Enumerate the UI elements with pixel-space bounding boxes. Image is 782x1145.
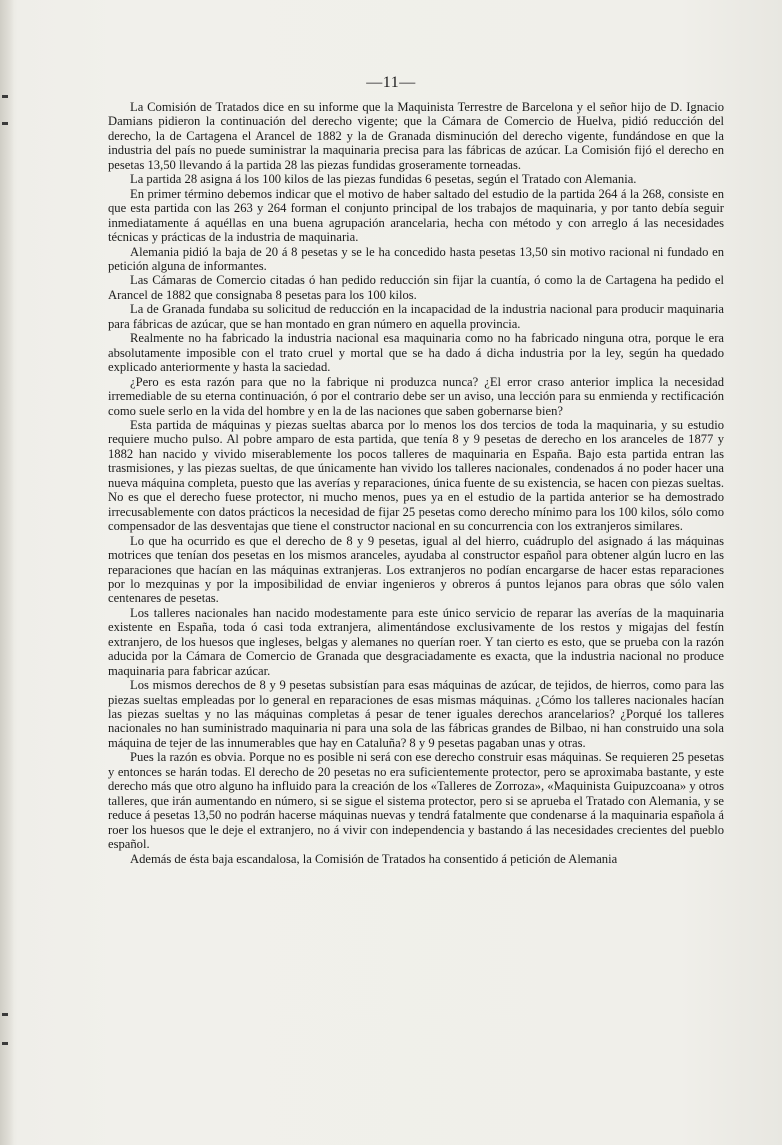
page-number: —11— xyxy=(366,74,416,91)
paragraph: Pues la razón es obvia. Porque no es posible ni será con ese derecho construir esas máquinas. Se requieren 25 pesetas y entonces se harán todas. El derecho de 20 pesetas no era suficientemente protector, pero se aproximaba bastante, y este derecho más que otro alguno ha influido para la creación de los «Talleres de Zorroza», «Maquinista Guipuzcoana» y otros talleres, que irán aumentando en número, si se sigue el sistema protector, pero si se aprueba el Tratado con Alemania, y se reduce á pesetas 13,50 no podrán hacerse máquinas nuevas y tendrá fatalmente que condenarse á la maquinaria española á roer los huesos que le deje el extranjero, no á vivir con independencia y bastando á las necesidades crecientes del pueblo español. xyxy=(108,750,724,852)
binding-mark xyxy=(2,95,8,98)
body-text xyxy=(108,100,724,866)
paragraph: En primer término debemos indicar que el motivo de haber saltado del estudio de la partida 264 á la 268, consiste en que esta partida con las 263 y 264 forman el conjunto principal de los trabajos de maquinaria, y por tanto debía seguir inmediatamente á aquéllas en una buena agrupación arancelaria, hecha con método y con arreglo á las necesidades técnicas y prácticas de la industria de maquinaria. xyxy=(108,186,724,245)
paragraph: ¿Pero es esta razón para que no la fabrique ni produzca nunca? ¿El error craso anterior implica la necesidad irremediable de su eterna continuación, ó por el contrario debe ser un aviso, una lección para su enmienda y rectificación como suele serlo en la vida del hombre y en la de las naciones que saben gobernarse bien? xyxy=(108,374,724,418)
paragraph: La Comisión de Tratados dice en su informe que la Maquinista Terrestre de Barcelona y el señor hijo de D. Ignacio Damians pidieron la continuación del derecho vigente; que la Cámara de Comercio de Huelva, pidió reducción del derecho, la de Cartagena el Arancel de 1882 y la de Granada disminución del derecho vigente, fundándose en que la industria del país no puede suministrar la maquinaria precisa para las fábricas de azúcar. La Comisión fijó el derecho en pesetas 13,50 llevando á la partida 28 las piezas fundidas groseramente torneadas. xyxy=(108,100,724,172)
paragraph: Los mismos derechos de 8 y 9 pesetas subsistían para esas máquinas de azúcar, de tejidos, de hierros, como para las piezas sueltas empleadas por lo general en reparaciones de esas mismas máquinas. ¿Cómo los talleres nacionales hacían las piezas sueltas y no las máquinas completas á pesar de tener iguales derechos arancelarios? ¿Porqué los talleres nacionales no han suministrado maquinaria ni para una sola de las fábricas grandes de Bilbao, ni han construido una sola máquina de tejer de las innumerables que hay en Cataluña? 8 y 9 pesetas pagaban unas y otras. xyxy=(108,678,724,750)
binding-mark xyxy=(2,1042,8,1045)
binding-mark xyxy=(2,122,8,125)
paragraph: Realmente no ha fabricado la industria nacional esa maquinaria como no ha fabricado ninguna otra, porque le era absolutamente imposible con el trato cruel y mortal que se ha dado á dicha industria por la ley, según ha quedado explicado anteriormente y hasta la saciedad. xyxy=(108,331,724,375)
paragraph: Además de ésta baja escandalosa, la Comisión de Tratados ha consentido á petición de Alemania xyxy=(130,851,618,866)
paragraph: Las Cámaras de Comercio citadas ó han pedido reducción sin fijar la cuantía, ó como la de Cartagena ha pedido el Arancel de 1882 que consignaba 8 pesetas para los 100 kilos. xyxy=(108,273,724,302)
paragraph: La de Granada fundaba su solicitud de reducción en la incapacidad de la industria nacional para producir maquinaria para fábricas de azúcar, que se han montado en gran número en aquella provincia. xyxy=(108,302,724,331)
binding-edge xyxy=(0,0,14,1145)
binding-mark xyxy=(2,1013,8,1016)
paragraph: Alemania pidió la baja de 20 á 8 pesetas y se le ha concedido hasta pesetas 13,50 sin motivo racional ni fundado en petición alguna de informantes. xyxy=(108,244,724,273)
paragraph: Lo que ha ocurrido es que el derecho de 8 y 9 pesetas, igual al del hierro, cuádruplo del asignado á las máquinas motrices que tenían dos pesetas en los mismos aranceles, ayudaba al constructor español para obtener algún lucro en las reparaciones que hacían en las máquinas extranjeras. Los extranjeros no podían encargarse de hacer estas reparaciones por lo mezquinas y por la imposibilidad de enviar ingenieros y obreros á puntos lejanos para obras que sólo valen centenares de pesetas. xyxy=(108,533,724,606)
paragraph: Los talleres nacionales han nacido modestamente para este único servicio de reparar las averías de la maquinaria existente en España, toda ó casi toda extranjera, alimentándose exclusivamente de los restos y migajas del festín extranjero, de los huesos que ingleses, belgas y alemanes no querían roer. Y tan cierto es esto, que se prueba con la razón aducida por la Cámara de Comercio de Granada que desgraciadamente es exacta, que la industria nacional no produce maquinaria para fabricar azúcar. xyxy=(108,605,724,678)
paragraph: Esta partida de máquinas y piezas sueltas abarca por lo menos los dos tercios de toda la maquinaria, y su estudio requiere mucho pulso. Al pobre amparo de esta partida, que tenía 8 y 9 pesetas de derecho en los aranceles de 1877 y 1882 han nacido y vivido miserablemente los pocos talleres de maquinaria en España. Bajo esta partida entran las trasmisiones, y las piezas sueltas, de que únicamente han vivido los talleres nacionales, condenados á no poder hacer una nueva máquina completa, puesto que las averías y reparaciones, única fuente de su existencia, se hacen con piezas sueltas. No es que el derecho fuese protector, ni mucho menos, pues ya en el estudio de la partida anterior se ha demostrado irrecusablemente con datos prácticos la necesidad de fijar 25 pesetas como derecho mínimo para los 100 kilos, sólo como compensador de las desventajas que tiene el constructor nacional en su concurrencia con los extranjeros similares. xyxy=(108,417,724,534)
paragraph: La partida 28 asigna á los 100 kilos de las piezas fundidas 6 pesetas, según el Tratado con Alemania. xyxy=(130,172,637,187)
